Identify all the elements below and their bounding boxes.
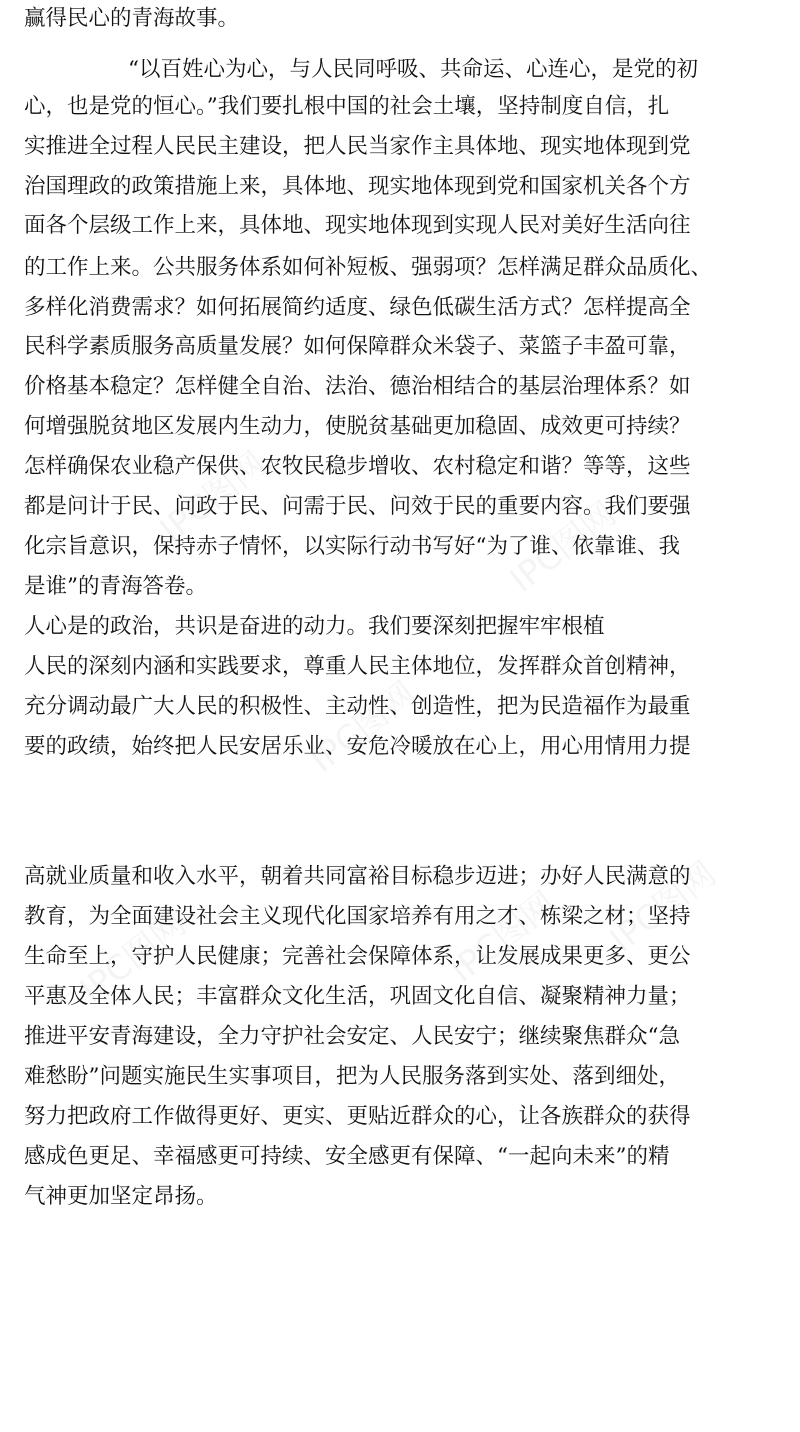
paragraph-line: 都是问计于民、问政于民、问需于民、问效于民的重要内容。我们要强 xyxy=(24,494,691,519)
paragraph-line: 面各个层级工作上来，具体地、现实地体现到实现人民对美好生活向往 xyxy=(24,213,691,238)
paragraph-line: 难愁盼”问题实施民生实事项目，把为人民服务落到实处、落到细处， xyxy=(24,1064,680,1089)
paragraph-line: 治国理政的政策措施上来，具体地、现实地体现到党和国家机关各个方 xyxy=(24,174,691,199)
paragraph-line: 努力把政府工作做得更好、更实、更贴近群众的心，让各族群众的获得 xyxy=(24,1104,691,1129)
paragraph-line: 价格基本稳定？怎样健全自治、法治、德治相结合的基层治理体系？如 xyxy=(24,374,691,399)
paragraph-line: 化宗旨意识，保持赤子情怀，以实际行动书写好“为了谁、依靠谁、我 xyxy=(24,534,680,559)
paragraph-line: 多样化消费需求？如何拓展简约适度、绿色低碳生活方式？怎样提高全 xyxy=(24,295,691,320)
paragraph-line: 何增强脱贫地区发展内生动力，使脱贫基础更加稳固、成效更可持续？ xyxy=(24,414,691,439)
watermark xyxy=(298,668,425,782)
paragraph-line: 高就业质量和收入水平，朝着共同富裕目标稳步迈进；办好人民满意的 xyxy=(24,864,691,889)
paragraph-line: 推进平安青海建设，全力守护社会安定、人民安宁；继续聚焦群众“急 xyxy=(24,1024,680,1049)
paragraph-line: 是谁”的青海答卷。 xyxy=(24,574,207,599)
paragraph-line: 气神更加坚定昂扬。 xyxy=(24,1184,218,1209)
watermark xyxy=(438,878,565,992)
paragraph-line: 人心是的政治，共识是奋进的动力。我们要深刻把握牢牢根植 xyxy=(24,614,605,639)
paragraph-line: 平惠及全体人民；丰富群众文化生活，巩固文化自信、凝聚精神力量； xyxy=(24,984,691,1009)
paragraph-line: “以百姓心为心，与人民同呼吸、共命运、心连心，是党的初 xyxy=(128,57,698,82)
paragraph-line: 要的政绩，始终把人民安居乐业、安危冷暖放在心上，用心用情用力提 xyxy=(24,734,691,759)
paragraph-line: 生命至上，守护人民健康；完善社会保障体系，让发展成果更多、更公 xyxy=(24,944,691,969)
paragraph-line: 怎样确保农业稳产保供、农牧民稳步增收、农村稳定和谐？等等，这些 xyxy=(24,454,691,479)
paragraph-line: 充分调动最广大人民的积极性、主动性、创造性，把为民造福作为最重 xyxy=(24,694,691,719)
paragraph-line: 实推进全过程人民民主建设，把人民当家作主具体地、现实地体现到党 xyxy=(24,134,691,159)
paragraph-line: 心，也是党的恒心。”我们要扎根中国的社会土壤，坚持制度自信，扎 xyxy=(24,94,670,119)
paragraph-line: 感成色更足、幸福感更可持续、安全感更有保障、“一起向未来”的精 xyxy=(24,1144,670,1169)
paragraph-line: 人民的深刻内涵和实践要求，尊重人民主体地位，发挥群众首创精神， xyxy=(24,654,691,679)
paragraph-line: 教育，为全面建设社会主义现代化国家培养有用之才、栋梁之材；坚持 xyxy=(24,904,691,929)
paragraph-line: 赢得民心的青海故事。 xyxy=(24,6,240,31)
paragraph-line: 民科学素质服务高质量发展？如何保障群众米袋子、菜篮子丰盈可靠， xyxy=(24,334,691,359)
paragraph-line: 的工作上来。公共服务体系如何补短板、强弱项？怎样满足群众品质化、 xyxy=(24,255,713,280)
